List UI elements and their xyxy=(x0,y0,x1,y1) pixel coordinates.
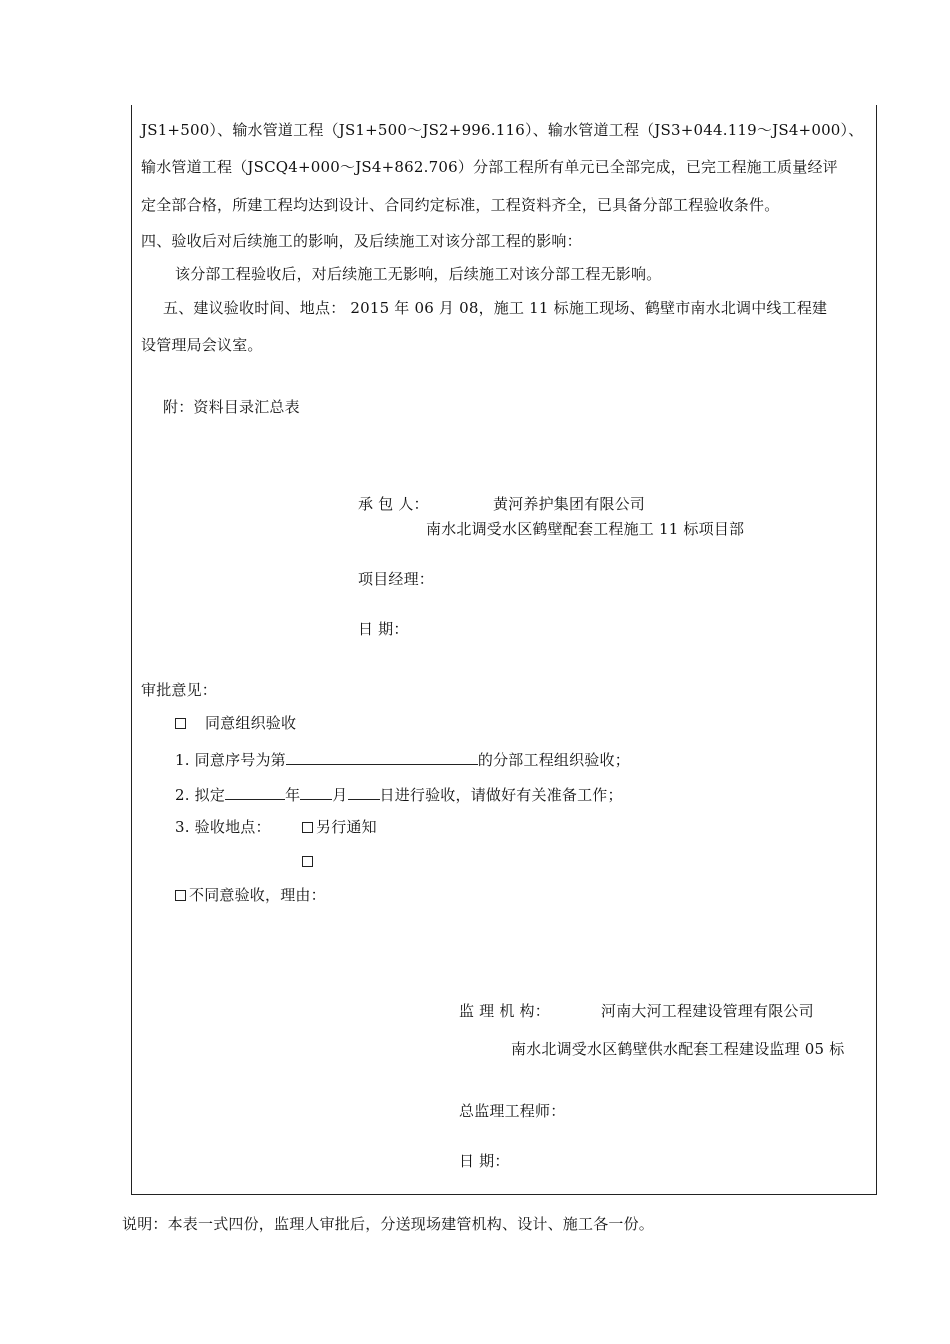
item3-label: 3. 验收地点： xyxy=(175,818,271,836)
contractor-label: 承 包 人： xyxy=(358,495,429,513)
section5-line-1: 五、建议验收时间、地点： 2015 年 06 月 08，施工 11 标施工现场、鹤壁市南水北调中线工程建 xyxy=(163,299,828,317)
body-line-1: JS1+500）、输水管道工程（JS1+500～JS2+996.116）、输水管道工程（JS3+044.119～JS4+000）、 xyxy=(141,121,864,139)
month-blank[interactable] xyxy=(300,783,332,800)
contractor-date-label: 日 期： xyxy=(358,620,409,638)
item1-prefix: 1. 同意序号为第 xyxy=(175,751,286,769)
supervisor-company: 河南大河工程建设管理有限公司 xyxy=(601,1002,814,1020)
supervisor-department: 南水北调受水区鹤壁供水配套工程建设监理 05 标 xyxy=(511,1040,845,1058)
section4-content: 该分部工程验收后，对后续施工无影响，后续施工对该分部工程无影响。 xyxy=(175,265,662,283)
chief-engineer-label: 总监理工程师： xyxy=(459,1102,566,1120)
day-blank[interactable] xyxy=(348,783,380,800)
body-line-2: 输水管道工程（JSCQ4+000～JS4+862.706）分部工程所有单元已全部完成，已完工程施工质量经评 xyxy=(141,158,838,176)
disagree-checkbox[interactable] xyxy=(175,890,186,901)
body-line-3: 定全部合格，所建工程均达到设计、合同约定标准，工程资料齐全，已具备分部工程验收条件。 xyxy=(141,196,780,214)
contractor-company: 黄河养护集团有限公司 xyxy=(493,495,646,513)
location-option-2-row xyxy=(302,851,313,871)
item2-prefix: 2. 拟定 xyxy=(175,786,226,804)
contractor-department: 南水北调受水区鹤壁配套工程施工 11 标项目部 xyxy=(426,520,745,538)
location-option-1-row xyxy=(302,817,377,837)
agree-option-label: 同意组织验收 xyxy=(204,714,297,732)
disagree-option-row xyxy=(175,885,326,905)
item2-year-label: 年 xyxy=(285,786,301,804)
location-notify-checkbox[interactable] xyxy=(302,822,313,833)
section4-heading: 四、验收后对后续施工的影响，及后续施工对该分部工程的影响： xyxy=(141,232,582,250)
approval-item-1 xyxy=(175,748,630,770)
attachment-note: 附：资料目录汇总表 xyxy=(163,398,300,416)
approval-heading: 审批意见： xyxy=(141,681,218,699)
supervisor-label: 监 理 机 构： xyxy=(459,1002,550,1020)
agree-option-row xyxy=(175,713,296,733)
item2-suffix: 日进行验收，请做好有关准备工作； xyxy=(379,786,623,804)
sequence-number-blank[interactable] xyxy=(286,748,478,765)
section5-line-2: 设管理局会议室。 xyxy=(141,336,263,354)
year-blank[interactable] xyxy=(225,783,285,800)
supervisor-date-label: 日 期： xyxy=(459,1152,510,1170)
location-other-checkbox[interactable] xyxy=(302,856,313,867)
approval-item-3 xyxy=(175,817,271,837)
disagree-option-label: 不同意验收，理由： xyxy=(189,886,326,904)
approval-item-2 xyxy=(175,783,623,805)
item2-month-label: 月 xyxy=(332,786,348,804)
agree-checkbox[interactable] xyxy=(175,718,186,729)
item1-suffix: 的分部工程组织验收； xyxy=(477,751,630,769)
footnote: 说明：本表一式四份，监理人审批后，分送现场建管机构、设计、施工各一份。 xyxy=(122,1215,655,1233)
project-manager-label: 项目经理： xyxy=(358,570,435,588)
location-notify-label: 另行通知 xyxy=(316,818,377,836)
